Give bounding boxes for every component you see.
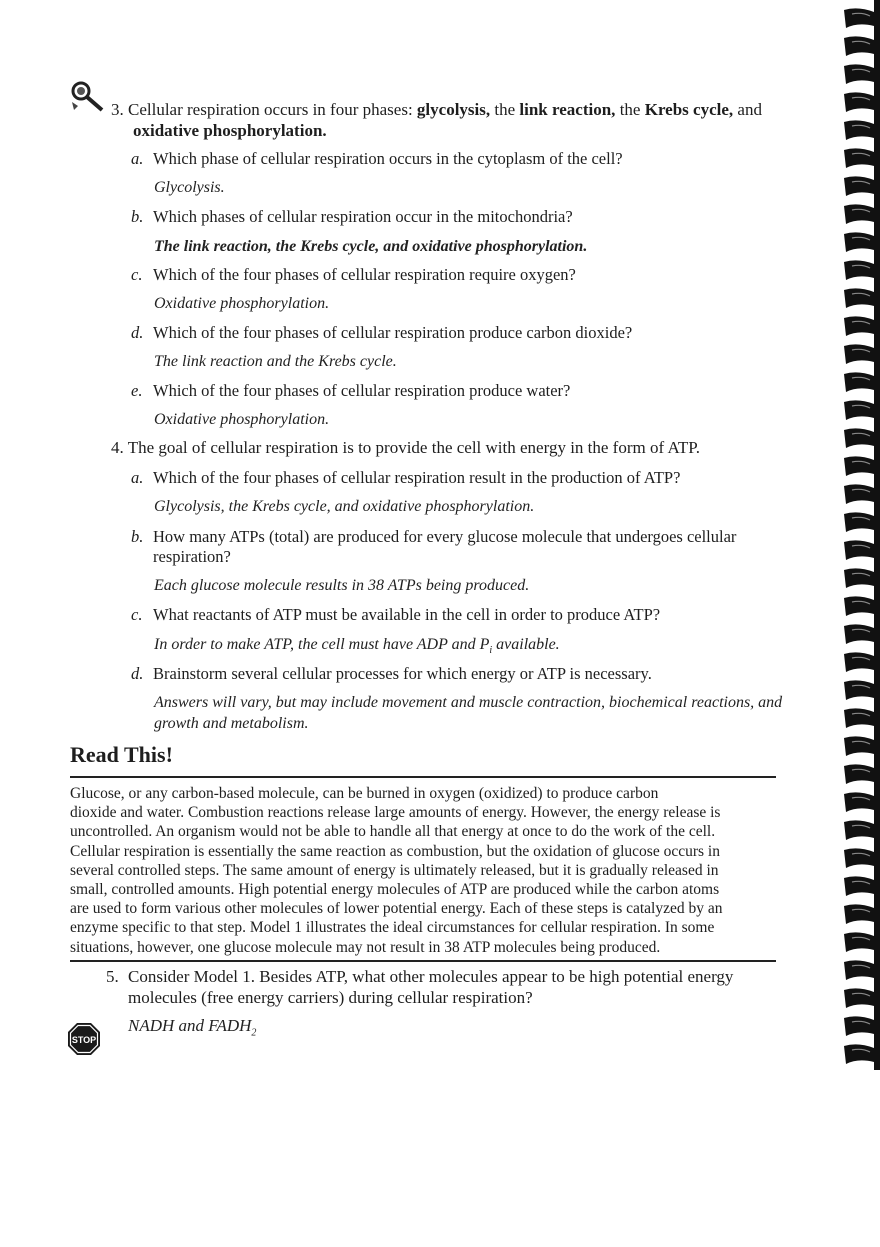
paragraph-line: Glucose, or any carbon-based molecule, can be burned in oxygen (oxidized) to produce carbon — [70, 785, 659, 802]
answer-4a: Glycolysis, the Krebs cycle, and oxidative phosphorylation. — [154, 498, 535, 515]
answer-4c: In order to make ATP, the cell must have ADP and $P_i$ available. — [154, 636, 560, 657]
binding-coil — [844, 428, 874, 448]
binding-coil — [844, 204, 874, 224]
binding-coil — [844, 904, 874, 924]
magnifier-icon — [70, 80, 106, 114]
binding-coil — [844, 372, 874, 392]
question-number: 3. — [111, 100, 124, 119]
worksheet-page: 3. Cellular respiration occurs in four phases: glycolysis, the link reaction, the Krebs cycle, and oxidative phosphorylation. a. Which phase of cellular respiration occurs in the cytoplasm of the cell? Glycolysis. b. Which phases of cellular respiration occur in the mitochondria? The link reaction, the Krebs cycle, and oxidative phosphorylation. c. Which of the four phases of cellular respiration require oxygen? Oxidative phosphorylation. d. Which of the four phases of cellular respiration produce carbon dioxide? The link reaction and the Krebs cycle. e. Which of the four phases of cellular respiration produce water? Oxidative phosphorylation. 4. The goal of cellular respiration is to provide the cell with energy in the form of ATP. a. Which of the four phases of cellular respiration result in the production of ATP? Glycolysis, the Krebs cycle, and oxidative phosphorylation. b. How many ATPs (total) are produced for every glucose molecule that undergoes cellular respiration? Each glucose molecule results in 38 ATPs being produced. c. What reactants of ATP must be available in the cell in order to produce ATP? In order to make ATP, the cell must have ADP and $P_i$ available. d. Brainstorm several cellular processes for which energy or ATP is necessary. Answers will vary, but may include movement and muscle contraction, biochemical reactions, and growth and metabolism. Read This! Glucose, or any carbon-based molecule, can be burned in oxygen (oxidized) to produce carbon dioxide and water. Combustion reactions release large amounts of energy. However, the energy release is uncontrolled. An organism would not be able to handle all that energy at once to do the work of the cell. Cellular respiration is essentially the same reaction as combustion, but the oxidation of glucose occurs in several controlled steps. The same amount of energy is ultimately released, but it is gradually released in small, controlled amounts. High potential energy molecules of ATP are produced while the carbon atoms are used to form various other molecules of lower potential energy. Each of these steps is catalyzed by an enzyme specific to that step. Model 1 illustrates the ideal circumstances for cellular respiration. In some situations, however, one glucose molecule may not result in 38 ATP molecules being produced. 5. Consider Model 1. Besides ATP, what other molecules appear to be high potential energy molecules (free energy carriers) during cellular respiration? NADH and $FADH_2$ STOP — [0, 0, 880, 1247]
binding-coil — [844, 932, 874, 952]
question-3-line2: oxidative phosphorylation. — [133, 121, 327, 140]
binding-coil — [844, 288, 874, 308]
binding-coil — [844, 680, 874, 700]
binding-coil — [844, 92, 874, 112]
binding-coil — [844, 148, 874, 168]
paragraph-line: situations, however, one glucose molecule may not result in 38 ATP molecules being produced. — [70, 938, 661, 956]
binding-coil — [844, 484, 874, 504]
binding-coil — [844, 540, 874, 560]
binding-coil — [844, 624, 874, 644]
binding-coil — [844, 512, 874, 532]
binding-coil — [844, 260, 874, 280]
binding-coil — [844, 8, 874, 28]
divider-top — [70, 776, 776, 778]
stop-sign-icon — [67, 1022, 101, 1056]
binding-coil — [844, 1044, 874, 1064]
question-3: 3. Cellular respiration occurs in four phases: glycolysis, the link reaction, the Krebs cycle, and — [111, 100, 762, 119]
binding-coil — [844, 876, 874, 896]
answer-3c: Oxidative phosphorylation. — [154, 295, 330, 312]
binding-coil — [844, 820, 874, 840]
binding-coil — [844, 988, 874, 1008]
binding-coil — [844, 568, 874, 588]
binding-coil — [844, 596, 874, 616]
binding-coil — [844, 120, 874, 140]
binding-coil — [844, 232, 874, 252]
binding-coil — [844, 960, 874, 980]
binding-coil — [844, 736, 874, 756]
paragraph-line: dioxide and water. Combustion reactions release large amounts of energy. However, the energy release is — [70, 804, 721, 822]
read-this-heading: Read This! — [70, 742, 173, 767]
stop-label: STOP — [71, 1035, 97, 1045]
answer-3a: Glycolysis. — [154, 179, 225, 196]
paragraph-line: several controlled steps. The same amount of energy is ultimately released, but it is gradually released in — [70, 861, 719, 879]
answer-4b: Each glucose molecule results in 38 ATPs being produced. — [154, 577, 530, 594]
binding-coil — [844, 1016, 874, 1036]
binding-coil — [844, 708, 874, 728]
spiral-binding — [822, 0, 880, 1070]
binding-coil — [844, 652, 874, 672]
binding-coil — [844, 792, 874, 812]
binding-coil — [844, 64, 874, 84]
binding-coil — [844, 456, 874, 476]
paragraph-line: enzyme specific to that step. Model 1 illustrates the ideal circumstances for cellular respiration. In some — [70, 919, 715, 937]
answer-4d: Answers will vary, but may include movement and muscle contraction, biochemical reactions, and growth and metabolism. — [154, 694, 783, 732]
binding-coil — [844, 316, 874, 336]
binding-coil — [844, 400, 874, 420]
binding-coil — [844, 176, 874, 196]
paragraph-line: small, controlled amounts. High potential energy molecules of ATP are produced while the carbon atoms — [70, 881, 720, 899]
binding-coil — [844, 764, 874, 784]
answer-3e: Oxidative phosphorylation. — [154, 411, 330, 428]
paragraph-line: are used to form various other molecules of lower potential energy. Each of these steps is catalyzed by an — [70, 900, 723, 918]
read-this-paragraph — [70, 784, 776, 957]
answer-5: NADH and $FADH_2$ — [128, 1016, 257, 1039]
binding-coil — [844, 848, 874, 868]
paragraph-line: Cellular respiration is essentially the same reaction as combustion, but the oxidation of glucose occurs in — [70, 842, 720, 860]
question-5: 5. Consider Model 1. Besides ATP, what other molecules appear to be high potential energy molecules (free energy carriers) during cellular respiration? — [106, 967, 734, 1007]
answer-3b: The link reaction, the Krebs cycle, and oxidative phosphorylation. — [154, 238, 588, 255]
binding-edge — [874, 0, 880, 1070]
divider-bottom — [70, 960, 776, 962]
binding-coil — [844, 36, 874, 56]
binding-coil — [844, 344, 874, 364]
answer-3d: The link reaction and the Krebs cycle. — [154, 353, 397, 370]
paragraph-line: uncontrolled. An organism would not be able to handle all that energy at once to do the work of the cell. — [70, 823, 716, 841]
question-4: 4. The goal of cellular respiration is to provide the cell with energy in the form of ATP. — [111, 438, 701, 457]
